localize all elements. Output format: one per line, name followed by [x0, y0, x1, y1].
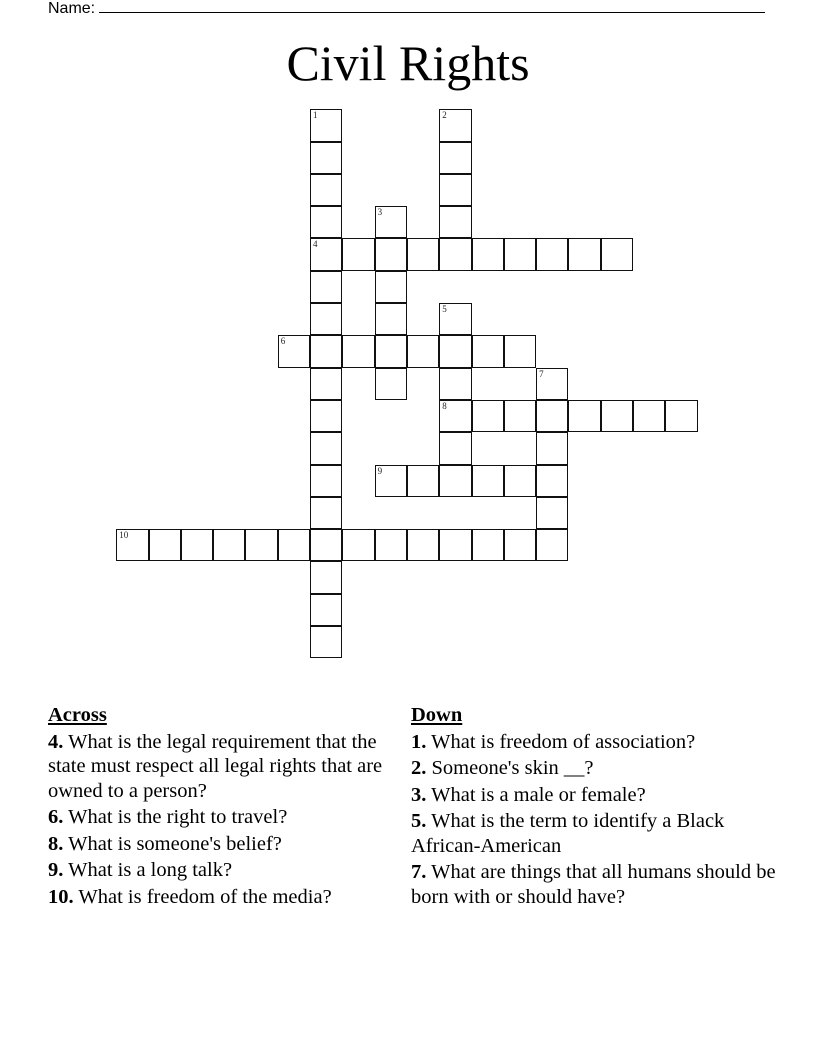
clue-text: What are things that all humans should be born with or should have? — [411, 861, 776, 908]
clue-across-6 — [48, 805, 393, 830]
crossword-cell[interactable] — [149, 529, 181, 561]
crossword-cell[interactable] — [310, 109, 342, 141]
crossword-cell[interactable] — [407, 529, 439, 561]
crossword-cell[interactable] — [504, 335, 536, 367]
crossword-cell[interactable] — [213, 529, 245, 561]
name-label: Name: — [48, 0, 96, 17]
clue-number-label: 7 — [539, 368, 544, 379]
clue-down-5 — [411, 809, 781, 858]
clue-number-label: 2 — [442, 110, 447, 121]
down-heading: Down — [411, 704, 463, 726]
clue-number: 1. — [411, 730, 427, 753]
clue-text: What is a male or female? — [426, 783, 646, 806]
crossword-cell[interactable] — [504, 238, 536, 270]
clue-down-1 — [411, 730, 781, 755]
crossword-cell[interactable] — [439, 109, 471, 141]
crossword-cell[interactable] — [310, 465, 342, 497]
crossword-cell[interactable] — [116, 529, 148, 561]
crossword-cell[interactable] — [310, 561, 342, 593]
clue-number: 6. — [48, 806, 64, 828]
crossword-cell[interactable] — [601, 400, 633, 432]
page-title: Civil Rights — [286, 35, 530, 91]
clue-down-2 — [411, 756, 781, 781]
clue-number: 4. — [48, 730, 64, 753]
crossword-cell[interactable] — [310, 368, 342, 400]
crossword-cell[interactable] — [278, 529, 310, 561]
crossword-cell[interactable] — [310, 497, 342, 529]
clue-text: What is someone's belief? — [63, 832, 282, 855]
crossword-cell[interactable] — [310, 594, 342, 626]
clue-number-label: 4 — [313, 239, 318, 250]
crossword-cell[interactable] — [310, 142, 342, 174]
crossword-cell[interactable] — [310, 271, 342, 303]
clue-text: What is the term to identify a Black African-American — [411, 810, 725, 857]
crossword-cell[interactable] — [310, 626, 342, 658]
crossword-cell[interactable] — [310, 432, 342, 464]
crossword-cell[interactable] — [439, 432, 471, 464]
crossword-cell[interactable] — [310, 400, 342, 432]
clue-number-label: 8 — [442, 400, 447, 411]
across-heading: Across — [48, 704, 107, 726]
clue-number: 9. — [48, 859, 64, 881]
crossword-cell[interactable] — [568, 238, 600, 270]
crossword-cell[interactable] — [568, 400, 600, 432]
crossword-cell[interactable] — [536, 432, 568, 464]
clue-text: Someone's skin __? — [426, 757, 594, 779]
crossword-cell[interactable] — [665, 400, 697, 432]
clue-text: What is the right to travel? — [63, 806, 288, 828]
clue-number-label: 6 — [280, 336, 286, 347]
crossword-cell[interactable] — [439, 238, 471, 270]
crossword-cell[interactable] — [439, 174, 471, 206]
crossword-cell[interactable] — [504, 400, 536, 432]
clue-across-8 — [48, 832, 393, 857]
crossword-cell[interactable] — [439, 303, 471, 335]
clue-across-4 — [48, 730, 393, 804]
clue-down-3 — [411, 783, 781, 808]
clue-number: 10. — [48, 885, 74, 908]
clue-number-label: 3 — [377, 207, 383, 218]
crossword-cell[interactable] — [310, 238, 342, 270]
clue-number: 8. — [48, 832, 64, 855]
clue-number: 2. — [411, 757, 427, 779]
crossword-cell[interactable] — [439, 206, 471, 238]
crossword-cell[interactable] — [407, 238, 439, 270]
crossword-cell[interactable] — [310, 335, 342, 367]
crossword-cell[interactable] — [472, 400, 504, 432]
crossword-cell[interactable] — [439, 465, 471, 497]
clue-down-7 — [411, 860, 781, 909]
clue-number-label: 1 — [313, 110, 318, 121]
crossword-cell[interactable] — [472, 529, 504, 561]
crossword-cell[interactable] — [472, 335, 504, 367]
crossword-cell[interactable] — [439, 335, 471, 367]
crossword-cell[interactable] — [375, 303, 407, 335]
crossword-cell[interactable] — [407, 335, 439, 367]
crossword-cell[interactable] — [633, 400, 665, 432]
crossword-cell[interactable] — [375, 465, 407, 497]
clue-text: What is freedom of the media? — [73, 885, 332, 908]
crossword-cell[interactable] — [536, 529, 568, 561]
crossword-cell[interactable] — [375, 368, 407, 400]
crossword-cell[interactable] — [536, 400, 568, 432]
crossword-cell[interactable] — [536, 497, 568, 529]
clue-across-10 — [48, 885, 393, 910]
clue-number-label: 9 — [377, 465, 383, 476]
crossword-cell[interactable] — [375, 206, 407, 238]
crossword-cell[interactable] — [181, 529, 213, 561]
crossword-cell[interactable] — [407, 465, 439, 497]
crossword-cell[interactable] — [342, 529, 374, 561]
crossword-cell[interactable] — [310, 529, 342, 561]
crossword-cell[interactable] — [375, 238, 407, 270]
crossword-cell[interactable] — [342, 238, 374, 270]
clue-number-label: 5 — [442, 304, 447, 315]
crossword-cell[interactable] — [439, 368, 471, 400]
clue-number: 5. — [411, 810, 427, 832]
clue-number-label: 10 — [119, 530, 129, 541]
crossword-cell[interactable] — [245, 529, 277, 561]
crossword-cell[interactable] — [278, 335, 310, 367]
crossword-cell[interactable] — [310, 174, 342, 206]
crossword-cell[interactable] — [439, 529, 471, 561]
crossword-cell[interactable] — [375, 529, 407, 561]
crossword-cell[interactable] — [601, 238, 633, 270]
crossword-cell[interactable] — [472, 238, 504, 270]
crossword-cell[interactable] — [536, 368, 568, 400]
clue-text: What is freedom of association? — [426, 730, 696, 753]
clue-text: What is a long talk? — [63, 859, 233, 881]
clue-number: 7. — [411, 861, 427, 883]
crossword-cell[interactable] — [310, 303, 342, 335]
crossword-cell[interactable] — [536, 465, 568, 497]
down-clues — [411, 703, 781, 911]
crossword-cell[interactable] — [536, 238, 568, 270]
clue-text: What is the legal requirement that the state must respect all legal rights that are owned to a person? — [48, 730, 383, 802]
crossword-cell[interactable] — [504, 465, 536, 497]
crossword-cell[interactable] — [375, 271, 407, 303]
crossword-cell[interactable] — [439, 142, 471, 174]
crossword-cell[interactable] — [439, 400, 471, 432]
clue-across-9 — [48, 858, 393, 883]
crossword-cell[interactable] — [504, 529, 536, 561]
crossword-cell[interactable] — [342, 335, 374, 367]
crossword-cell[interactable] — [472, 465, 504, 497]
clue-number: 3. — [411, 783, 427, 806]
crossword-cell[interactable] — [375, 335, 407, 367]
crossword-cell[interactable] — [310, 206, 342, 238]
across-clues — [48, 703, 393, 911]
